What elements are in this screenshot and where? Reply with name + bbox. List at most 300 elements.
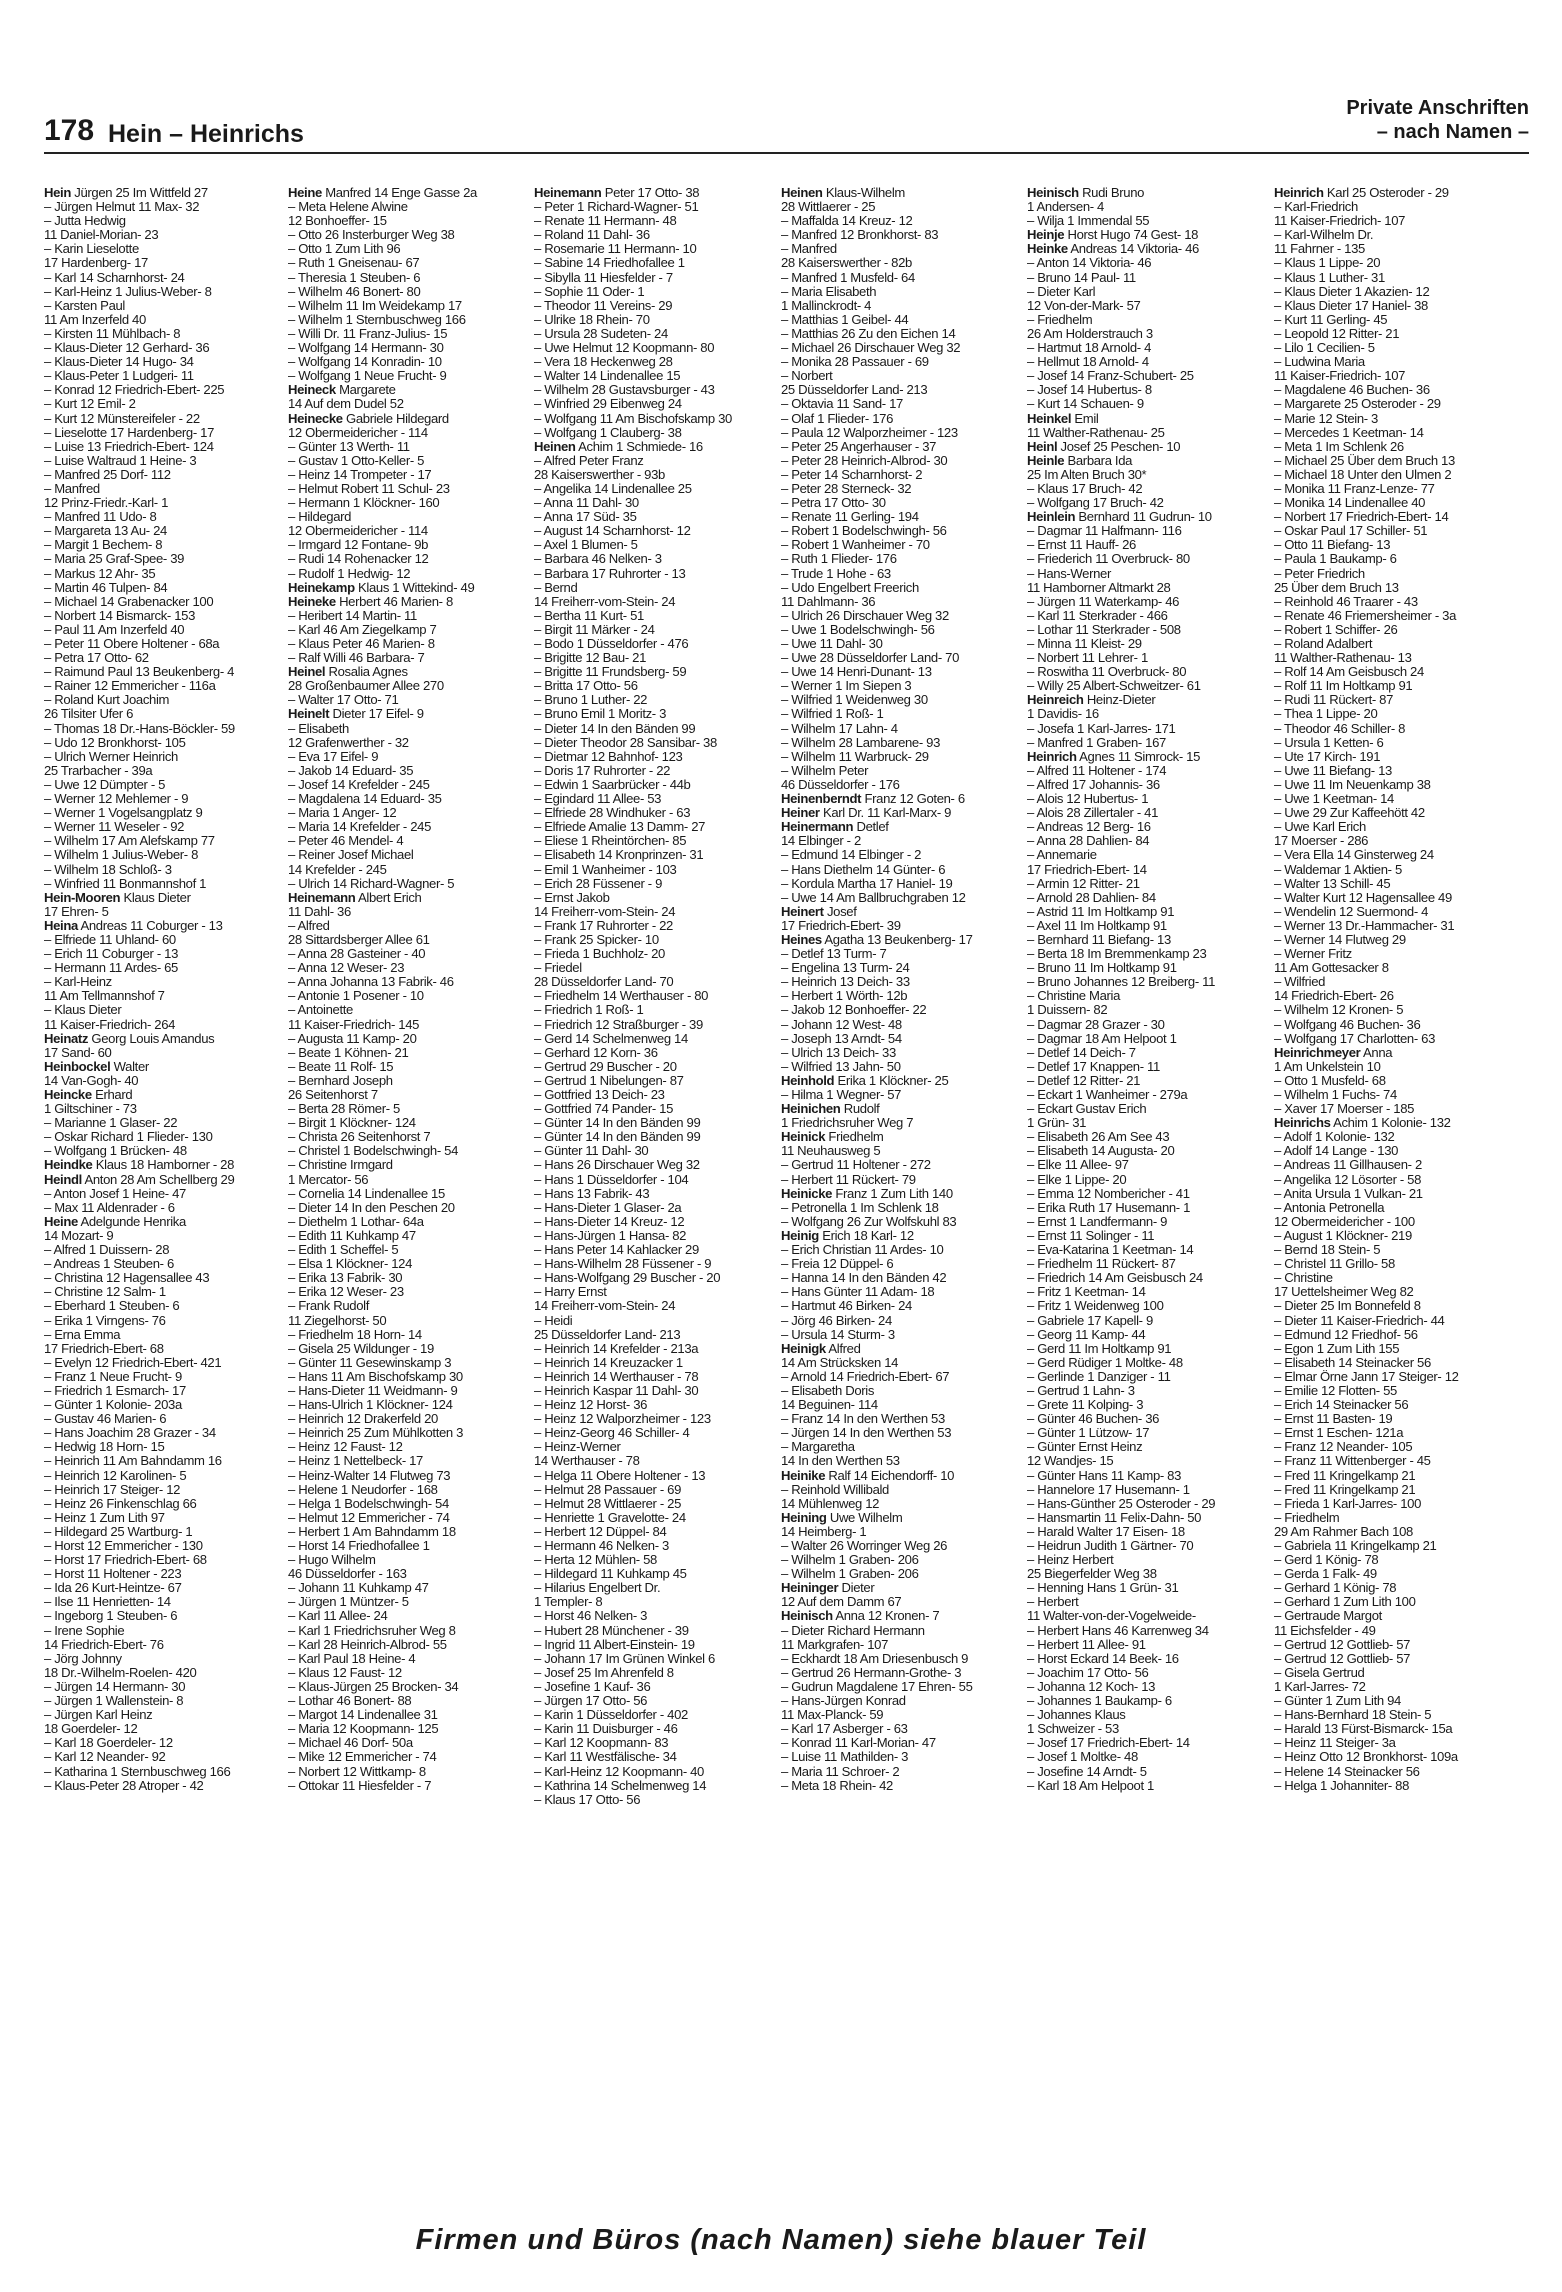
directory-entry: – Ruth 1 Gneisenau- 67 [288,256,420,271]
directory-entry: – Friedrich 1 Roß- 1 [534,1003,644,1018]
directory-entry: – Uwe 1 Bodelschwingh- 56 [781,622,935,637]
directory-entry: – Manfred 1 Musfeld- 64 [781,270,915,285]
directory-entry: – Erika 1 Virngens- 76 [44,1313,166,1328]
directory-entry: – Ute 17 Kirch- 191 [1274,749,1381,764]
directory-entry: – Johanna 12 Koch- 13 [1027,1679,1156,1694]
directory-entry: 12 Wandjes- 15 [1027,1454,1114,1469]
directory-entry: – Evelyn 12 Friedrich-Ebert- 421 [44,1355,222,1370]
directory-entry: 11 Walter-von-der-Vogelweide- [1027,1609,1196,1624]
directory-entry: – Karl-Friedrich [1274,200,1358,215]
directory-entry: – Bernhard Joseph [288,1073,393,1088]
directory-entry: – Bruno 14 Paul- 11 [1027,270,1136,285]
directory-entry: – Günter 13 Werth- 11 [288,439,410,454]
directory-entry: – Peter 25 Angerhauser - 37 [781,439,937,454]
directory-entry: – Herbert 11 Rückert- 79 [781,1172,916,1187]
directory-entry: – Heinz 12 Horst- 36 [534,1398,648,1413]
directory-entry: – Egindard 11 Allee- 53 [534,792,662,807]
directory-entry: – Erika Ruth 17 Husemann- 1 [1027,1200,1191,1215]
directory-entry: – Heinrich 14 Kreuzacker 1 [534,1355,683,1370]
directory-entry: – Erna Emma [44,1327,121,1342]
directory-entry: – Christine [1274,1271,1333,1286]
directory-entry: – Eckart 1 Wanheimer - 279a [1027,1088,1188,1102]
directory-entry: – Ursula 28 Sudeten- 24 [534,326,668,341]
directory-entry: – Klaus-Peter 1 Ludgeri- 11 [44,369,194,384]
directory-entry: – Wilfried [1274,975,1326,990]
directory-entry: – Britta 17 Otto- 56 [534,679,638,694]
directory-entry: – Gerhard 1 Zum Lith 100 [1274,1595,1416,1610]
directory-entry: – Barbara 46 Nelken- 3 [534,552,662,567]
directory-entry: – Peter 11 Obere Holtener - 68a [44,637,220,651]
directory-entry: – Arnold 28 Dahlien- 84 [1027,890,1156,905]
directory-entry: – Klaus-Jürgen 25 Brocken- 34 [288,1679,459,1694]
directory-entry: – Günter 14 In den Bänden 99 [534,1116,701,1131]
directory-entry: – Günter 14 In den Bänden 99 [534,1130,701,1145]
page-header [44,96,1529,154]
directory-entry: – Wolfgang 26 Zur Wolfskuhl 83 [781,1214,957,1229]
directory-entry: – Renate 11 Gerling- 194 [781,510,919,525]
directory-entry: – Klaus Dieter 1 Akazien- 12 [1274,284,1430,299]
directory-entry: – Klaus-Peter 28 Atroper - 42 [44,1778,204,1793]
directory-entry: – Heinrich 13 Deich- 33 [781,975,910,990]
directory-entry: – Karl-Heinz [44,975,112,990]
directory-entry: – Karl 11 Sterkrader - 466 [1027,608,1168,623]
directory-entry: – Heinz-Georg 46 Schiller- 4 [534,1426,690,1441]
directory-entry: – Peter 28 Sterneck- 32 [781,481,912,496]
directory-entry: Heinichen Rudolf [781,1102,880,1117]
directory-entry: – Petra 17 Otto- 30 [781,496,886,511]
directory-entry: 11 Kaiser-Friedrich- 107 [1274,369,1406,384]
directory-entry: – Gerhard 12 Korn- 36 [534,1045,658,1060]
footer-note: Firmen und Büros (nach Namen) siehe blauer Teil [415,2224,1147,2256]
directory-entry: – Wilhelm 1 Julius-Weber- 8 [44,848,199,863]
directory-entry: – Josefine 1 Kauf- 36 [534,1679,651,1694]
directory-entry: – Jörg 46 Birken- 24 [781,1313,892,1328]
directory-entry: – Walter 14 Lindenallee 15 [534,369,681,384]
directory-entry: – Gerda 1 Falk- 49 [1274,1567,1377,1582]
directory-entry: – Jürgen Karl Heinz [44,1708,153,1723]
directory-entry: – Ulrich 26 Dirschauer Weg 32 [781,608,949,623]
directory-entry: – Jürgen 14 In den Werthen 53 [781,1426,952,1441]
directory-entry: 11 Am Inzerfeld 40 [44,312,146,327]
directory-entry: – Frank 25 Spicker- 10 [534,932,659,947]
directory-entry: – Ursula 1 Ketten- 6 [1274,735,1384,750]
directory-entry: – Günter 11 Dahl- 30 [534,1144,649,1159]
directory-entry: – Alois 28 Zillertaler - 41 [1027,806,1159,821]
directory-entry: – Bernhard 11 Biefang- 13 [1027,932,1171,947]
directory-entry: – Cornelia 14 Lindenallee 15 [288,1186,445,1201]
directory-entry: – Minna 11 Kleist- 29 [1027,637,1142,651]
directory-entry: – Erich 11 Coburger - 13 [44,947,179,962]
directory-entry: – Theresia 1 Steuben- 6 [288,270,421,285]
directory-columns [44,186,1529,2176]
directory-entry: – Frank 17 Ruhrorter - 22 [534,918,673,933]
directory-entry: – Margaretha [781,1440,855,1455]
directory-entry: – Ernst 11 Solinger - 11 [1027,1228,1155,1243]
directory-entry: – Wilhelm 1 Graben- 206 [781,1567,919,1582]
column-3 [534,186,776,1807]
directory-entry: – Gertrud 12 Gottlieb- 57 [1274,1651,1411,1666]
directory-entry: – Reiner Josef Michael [288,848,414,863]
directory-entry: Heinigk Alfred [781,1341,861,1356]
directory-entry: – Gerhard 1 König- 78 [1274,1581,1397,1596]
directory-entry: – Erich 14 Steinacker 56 [1274,1398,1409,1413]
directory-entry: – Jürgen 1 Wallenstein- 8 [44,1694,184,1709]
directory-entry: Heinreich Heinz-Dieter [1027,693,1156,708]
directory-entry: – Günter Hans 11 Kamp- 83 [1027,1468,1182,1483]
directory-entry: – Kordula Martha 17 Haniel- 19 [781,876,953,891]
directory-entry: – Armin 12 Ritter- 21 [1027,876,1140,891]
directory-entry: 18 Goerdeler- 12 [44,1722,138,1737]
directory-entry: – Christel 11 Grillo- 58 [1274,1257,1395,1272]
directory-entry: – Herbert [1027,1595,1079,1610]
directory-entry: – Karl 18 Am Helpoot 1 [1027,1778,1154,1793]
directory-entry: – Elfriede 28 Windhuker - 63 [534,806,691,821]
directory-entry: 11 Am Gottesacker 8 [1274,961,1389,976]
directory-entry: 17 Uettelsheimer Weg 82 [1274,1285,1414,1300]
directory-entry: 11 Max-Planck- 59 [781,1708,884,1723]
directory-entry: – Elisabeth 14 Augusta- 20 [1027,1144,1175,1159]
directory-entry: – Kurt 12 Emil- 2 [44,397,136,412]
directory-entry: – Dieter 14 In den Peschen 20 [288,1200,455,1215]
directory-entry: Heinle Barbara Ida [1027,453,1133,468]
directory-entry: 11 Fahrner - 135 [1274,242,1365,257]
directory-entry: – Eva-Katarina 1 Keetman- 14 [1027,1243,1194,1258]
directory-entry: – Matthias 1 Geibel- 44 [781,312,909,327]
directory-entry: – Jörg Johnny [44,1651,122,1666]
directory-entry: – Heinrich 12 Drakerfeld 20 [288,1412,438,1427]
directory-entry: – Dieter Richard Hermann [781,1623,925,1638]
directory-entry: Heinekamp Klaus 1 Wittekind- 49 [288,580,475,595]
directory-entry: – Andreas 12 Berg- 16 [1027,820,1151,835]
directory-entry: – Friedhelm [1274,1510,1340,1525]
directory-entry: Heine Manfred 14 Enge Gasse 2a [288,186,477,200]
directory-entry: – Paula 12 Walporzheimer - 123 [781,425,958,440]
directory-entry: – Egon 1 Zum Lith 155 [1274,1341,1400,1356]
directory-entry: – Andreas 1 Steuben- 6 [44,1257,174,1272]
directory-entry: 25 Über dem Bruch 13 [1274,580,1399,595]
directory-entry: Heinl Josef 25 Peschen- 10 [1027,439,1181,454]
directory-entry: – Werner 11 Weseler - 92 [44,820,185,835]
directory-entry: – Edwin 1 Saarbrücker - 44b [534,777,691,792]
directory-entry: – Wolfgang 1 Clauberg- 38 [534,425,682,440]
directory-entry: – Theodor 46 Schiller- 8 [1274,721,1406,736]
directory-entry: Heines Agatha 13 Beukenberg- 17 [781,932,973,947]
directory-entry: Heining Uwe Wilhelm [781,1510,903,1525]
directory-entry: 11 Markgrafen- 107 [781,1637,888,1652]
directory-entry: – Hans Diethelm 14 Günter- 6 [781,862,946,877]
directory-entry: – Jakob 14 Eduard- 35 [288,763,414,778]
directory-entry: 1 Mercator- 56 [288,1172,369,1187]
directory-entry: – Ernst 1 Landfermann- 9 [1027,1214,1168,1229]
directory-entry: – Gerd Rüdiger 1 Moltke- 48 [1027,1355,1183,1370]
directory-entry: – Gerd 11 Im Holtkamp 91 [1027,1341,1172,1356]
directory-entry: – Karl-Heinz 1 Julius-Weber- 8 [44,284,212,299]
directory-entry: – Winfried 11 Bonmannshof 1 [44,876,207,891]
directory-entry: – Helmut Robert 11 Schul- 23 [288,481,450,496]
directory-entry: – Dieter Karl [1027,284,1096,299]
directory-entry: – Johann 12 West- 48 [781,1017,902,1032]
directory-entry: 1 Giltschiner - 73 [44,1102,137,1117]
directory-entry: – Harald Walter 17 Eisen- 18 [1027,1524,1185,1539]
directory-entry: – Elsa 1 Klöckner- 124 [288,1257,413,1272]
directory-entry: – Norbert 12 Wittkamp- 8 [288,1764,426,1779]
directory-entry: – Dagmar 11 Halfmann- 116 [1027,524,1182,539]
directory-entry: – Maria 25 Graf-Spee- 39 [44,552,185,567]
directory-entry: – Hans-Dieter 1 Glaser- 2a [534,1200,682,1215]
directory-entry: – Otto 1 Musfeld- 68 [1274,1073,1386,1088]
directory-entry: – Olaf 1 Flieder- 176 [781,411,894,426]
directory-entry: – Werner 13 Dr.-Hammacher- 31 [1274,918,1455,933]
directory-entry: – Wilhelm 17 Am Alefskamp 77 [44,834,215,849]
directory-entry: – Josefa 1 Karl-Jarres- 171 [1027,721,1176,736]
directory-entry: – Friedhelm 18 Horn- 14 [288,1327,422,1342]
directory-entry: Heinisch Rudi Bruno [1027,186,1145,200]
directory-entry: 14 Friedrich-Ebert- 76 [44,1637,164,1652]
directory-entry: – Karin 1 Düsseldorfer - 402 [534,1708,688,1723]
directory-entry: – Uwe 11 Biefang- 13 [1274,763,1392,778]
directory-entry: – Hans-Günther 25 Osteroder - 29 [1027,1496,1216,1511]
directory-entry: – Kirsten 11 Mühlbach- 8 [44,326,181,341]
name-range: Hein – Heinrichs [108,120,304,148]
directory-entry: – Wilfried 13 Jahn- 50 [781,1059,901,1074]
directory-entry: – Werner 1 Im Siepen 3 [781,679,912,694]
directory-entry: – Detlef 13 Turm- 7 [781,947,887,962]
directory-entry: – Wilhelm 28 Lambarene- 93 [781,735,941,750]
directory-entry: – Heinrich 12 Karolinen- 5 [44,1468,187,1483]
directory-entry: – Anton 14 Viktoria- 46 [1027,256,1152,271]
directory-entry: – Antonie 1 Posener - 10 [288,989,424,1004]
directory-entry: – Hannelore 17 Husemann- 1 [1027,1482,1190,1497]
directory-entry: – Ulrich 13 Deich- 33 [781,1045,896,1060]
directory-entry: – Helga 11 Obere Holtener - 13 [534,1468,706,1483]
directory-entry: – Martin 46 Tulpen- 84 [44,580,168,595]
directory-entry: – Friedhelm [1027,312,1093,327]
directory-entry: – Paul 11 Am Inzerfeld 40 [44,622,185,637]
directory-entry: – Otto 11 Biefang- 13 [1274,538,1391,553]
directory-entry: – Ruth 1 Flieder- 176 [781,552,897,567]
directory-entry: – Udo Engelbert Freerich [781,580,919,595]
directory-entry: – Walter 13 Schill- 45 [1274,876,1391,891]
directory-entry: – Uwe 11 Dahl- 30 [781,637,883,651]
directory-entry: – Ottokar 11 Hiesfelder - 7 [288,1778,432,1793]
directory-entry: – Gabriele 17 Kapell- 9 [1027,1313,1153,1328]
directory-entry: – Helmut 28 Passauer - 69 [534,1482,682,1497]
directory-entry: – Monika 14 Lindenallee 40 [1274,496,1426,511]
directory-entry: – Detlef 12 Ritter- 21 [1027,1073,1141,1088]
directory-entry: 1 Am Unkelstein 10 [1274,1059,1381,1074]
directory-entry: – Heinrich Kaspar 11 Dahl- 30 [534,1383,699,1398]
directory-entry: – Monika 28 Passauer - 69 [781,355,929,370]
directory-entry: – Max 11 Aldenrader - 6 [44,1200,175,1215]
directory-entry: – Friedrich 1 Esmarch- 17 [44,1383,186,1398]
directory-entry: – Matthias 26 Zu den Eichen 14 [781,326,956,341]
directory-entry: Heinlein Bernhard 11 Gudrun- 10 [1027,510,1212,525]
directory-entry: – Klaus 17 Bruch- 42 [1027,481,1143,496]
directory-entry: – Karsten Paul [44,298,125,313]
directory-entry: 25 Im Alten Bruch 30* [1027,467,1147,482]
directory-entry: – Udo 12 Bronkhorst- 105 [44,735,186,750]
directory-entry: – Helga 1 Bodelschwingh- 54 [288,1496,449,1511]
directory-entry: 14 Van-Gogh- 40 [44,1073,139,1088]
directory-entry: – Anna 17 Süd- 35 [534,510,637,525]
directory-entry: – Horst 14 Friedhofallee 1 [288,1539,430,1553]
directory-entry: – Gertraude Margot [1274,1609,1382,1624]
directory-entry: – Henriette 1 Gravelotte- 24 [534,1510,686,1525]
directory-entry: 26 Am Holderstrauch 3 [1027,326,1153,341]
directory-entry: – Theodor 11 Vereins- 29 [534,298,673,313]
directory-entry: 28 Düsseldorfer Land- 70 [534,975,674,990]
directory-entry: – Gertrud 1 Nibelungen- 87 [534,1073,684,1088]
directory-entry: – Manfred 1 Graben- 167 [1027,735,1166,750]
directory-entry: – Josefine 14 Arndt- 5 [1027,1764,1147,1779]
directory-entry: – Heinrich 11 Am Bahndamm 16 [44,1454,222,1469]
directory-entry: – Elke 1 Lippe- 20 [1027,1172,1127,1187]
directory-entry: – Wilhelm 11 Warbruck- 29 [781,749,929,764]
directory-entry: – Alfred 1 Duissern- 28 [44,1243,170,1258]
directory-entry: – Harry Ernst [534,1285,607,1300]
directory-entry: – Norbert 14 Bismarck- 153 [44,608,195,623]
directory-entry: – Brigitte 12 Bau- 21 [534,651,647,666]
directory-entry: – Karl 18 Goerdeler- 12 [44,1736,173,1751]
directory-entry: 46 Düsseldorfer - 176 [781,777,900,792]
directory-entry: – Henning Hans 1 Grün- 31 [1027,1581,1179,1596]
directory-entry: – Klaus Peter 46 Marien- 8 [288,637,435,651]
directory-entry: – Rosemarie 11 Hermann- 10 [534,242,697,257]
directory-entry: – Karl Paul 18 Heine- 4 [288,1651,416,1666]
directory-entry: – Ulrich Werner Heinrich [44,749,178,764]
directory-entry: – Uwe 29 Zur Kaffeehött 42 [1274,806,1425,821]
directory-entry: Heindke Klaus 18 Hamborner - 28 [44,1158,235,1173]
directory-entry: – Lothar 46 Bonert- 88 [288,1694,412,1709]
directory-entry: – Wendelin 12 Suermond- 4 [1274,904,1429,919]
directory-entry: Heinemann Albert Erich [288,890,422,905]
directory-entry: – Rolf 11 Im Holtkamp 91 [1274,679,1413,694]
directory-entry: – Sibylla 11 Hiesfelder - 7 [534,270,673,285]
directory-entry: 11 Dahl- 36 [288,904,351,919]
directory-entry: Heinelt Dieter 17 Eifel- 9 [288,707,424,722]
directory-entry: – Dieter 25 Im Bonnefeld 8 [1274,1299,1421,1314]
directory-entry: – Wilhelm 1 Sternbuschweg 166 [288,312,466,327]
directory-entry: Heinrich Agnes 11 Simrock- 15 [1027,749,1201,764]
directory-entry: 17 Ehren- 5 [44,904,109,919]
directory-entry: – Peter 28 Heinrich-Albrod- 30 [781,453,948,468]
directory-entry: – Hugo Wilhelm [288,1553,376,1568]
directory-entry: – Hans-Dieter 14 Kreuz- 12 [534,1214,685,1229]
directory-entry: Heinbockel Walter [44,1059,149,1074]
directory-entry: – Horst 11 Holtener - 223 [44,1567,182,1582]
directory-entry: – Rudolf 1 Hedwig- 12 [288,566,411,581]
directory-entry: – Jakob 12 Bonhoeffer- 22 [781,1003,927,1018]
directory-entry: – Michael 18 Unter den Ulmen 2 [1274,467,1452,482]
column-5 [1027,186,1269,1793]
directory-entry: Hein Jürgen 25 Im Wittfeld 27 [44,186,208,200]
directory-entry: – Bruno 1 Luther- 22 [534,693,648,708]
directory-entry: – Alfred [288,918,330,933]
directory-entry: – Barbara 17 Ruhrorter - 13 [534,566,686,581]
directory-entry: – Axel 11 Im Holtkamp 91 [1027,918,1167,933]
directory-entry: – Roland Adalbert [1274,637,1373,651]
directory-entry: – Georg 11 Kamp- 44 [1027,1327,1146,1342]
directory-entry: – Fritz 1 Keetman- 14 [1027,1285,1146,1300]
directory-entry: – Johann 17 Im Grünen Winkel 6 [534,1651,715,1666]
directory-entry: – Hildegard [288,510,352,525]
directory-entry: – Elisabeth 26 Am See 43 [1027,1130,1170,1145]
directory-entry: – Andreas 11 Gillhausen- 2 [1274,1158,1422,1173]
directory-entry: – Hilarius Engelbert Dr. [534,1581,661,1596]
directory-entry: – Emilie 12 Flotten- 55 [1274,1383,1397,1398]
directory-entry: – Hermann 11 Ardes- 65 [44,961,178,976]
directory-entry: – Wolfgang 14 Hermann- 30 [288,341,444,356]
directory-entry: – Friedrich 14 Am Geisbusch 24 [1027,1271,1203,1286]
directory-entry: – Horst 46 Nelken- 3 [534,1609,648,1624]
directory-entry: – Ernst Jakob [534,890,610,905]
directory-entry: Heinick Friedhelm [781,1130,884,1145]
section-title [1346,96,1529,144]
directory-entry: – Christel 1 Bodelschwingh- 54 [288,1144,458,1159]
directory-entry: – Klaus Dieter 17 Haniel- 38 [1274,298,1428,313]
directory-entry: 25 Düsseldorfer Land- 213 [781,383,928,398]
directory-entry: Heincke Erhard [44,1088,133,1102]
directory-entry: – August 14 Scharnhorst- 12 [534,524,691,539]
directory-entry: 1 Templer- 8 [534,1595,603,1610]
directory-entry: – Ursula 14 Sturm- 3 [781,1327,895,1342]
directory-entry: – Waldemar 1 Aktien- 5 [1274,862,1402,877]
directory-entry: – Roland Kurt Joachim [44,693,170,708]
directory-entry: – Maria 14 Krefelder - 245 [288,820,432,835]
directory-entry: 14 Beguinen- 114 [781,1398,878,1413]
directory-entry: 26 Seitenhorst 7 [288,1088,378,1102]
directory-entry: – Heinz 12 Walporzheimer - 123 [534,1412,711,1427]
directory-entry: 46 Düsseldorfer - 163 [288,1567,407,1582]
directory-entry: – Gertrud 29 Buscher - 20 [534,1059,677,1074]
directory-entry: – Ernst 11 Basten- 19 [1274,1412,1393,1427]
directory-entry: – Grete 11 Kolping- 3 [1027,1398,1144,1413]
directory-entry: – Wolfgang 1 Neue Frucht- 9 [288,369,447,384]
directory-entry: 1 Duissern- 82 [1027,1003,1108,1018]
directory-entry: – Doris 17 Ruhrorter - 22 [534,763,671,778]
directory-entry: 11 Ziegelhorst- 50 [288,1313,387,1328]
directory-entry: – Fred 11 Kringelkamp 21 [1274,1482,1416,1497]
directory-entry: – Werner Fritz [1274,947,1352,962]
directory-entry: – Franz 1 Neue Frucht- 9 [44,1369,182,1384]
directory-entry: – Karl 14 Scharnhorst- 24 [44,270,185,285]
directory-entry: – Margot 14 Lindenallee 31 [288,1708,438,1723]
directory-entry: – Hermann 1 Klöckner- 160 [288,496,440,511]
directory-entry: – Christine 12 Salm- 1 [44,1285,166,1300]
directory-entry: – Hans Peter 14 Kahlacker 29 [534,1243,699,1258]
directory-entry: – Josef 14 Franz-Schubert- 25 [1027,369,1194,384]
directory-entry: – Dietmar 12 Bahnhof- 123 [534,749,683,764]
directory-entry: – Johannes Klaus [1027,1708,1126,1723]
directory-entry: – Uwe 11 Im Neuenkamp 38 [1274,777,1431,792]
directory-entry: – Günter 1 Lützow- 17 [1027,1426,1150,1441]
directory-entry: – Annemarie [1027,848,1097,863]
directory-entry: – Horst 12 Emmericher - 130 [44,1539,203,1553]
directory-entry: – Hans-Dieter 11 Weidmann- 9 [288,1383,458,1398]
directory-entry: – Klaus Dieter [44,1003,122,1018]
directory-entry: – Robert 1 Schiffer- 26 [1274,622,1398,637]
directory-entry: – Maria 11 Schroer- 2 [781,1764,900,1779]
directory-entry: – Konrad 11 Karl-Morian- 47 [781,1736,936,1751]
directory-entry: – Christine Maria [1027,989,1121,1004]
directory-entry: – Reinhold 46 Traarer - 43 [1274,594,1418,609]
directory-entry: – Ludwina Maria [1274,355,1365,370]
directory-entry: – Alfred Peter Franz [534,453,644,468]
directory-entry: – Fred 11 Kringelkamp 21 [1274,1468,1416,1483]
directory-entry: Heinkel Emil [1027,411,1099,426]
directory-entry: – Heinz 1 Nettelbeck- 17 [288,1454,423,1469]
directory-entry: – Elmar Örne Jann 17 Steiger- 12 [1274,1369,1459,1384]
